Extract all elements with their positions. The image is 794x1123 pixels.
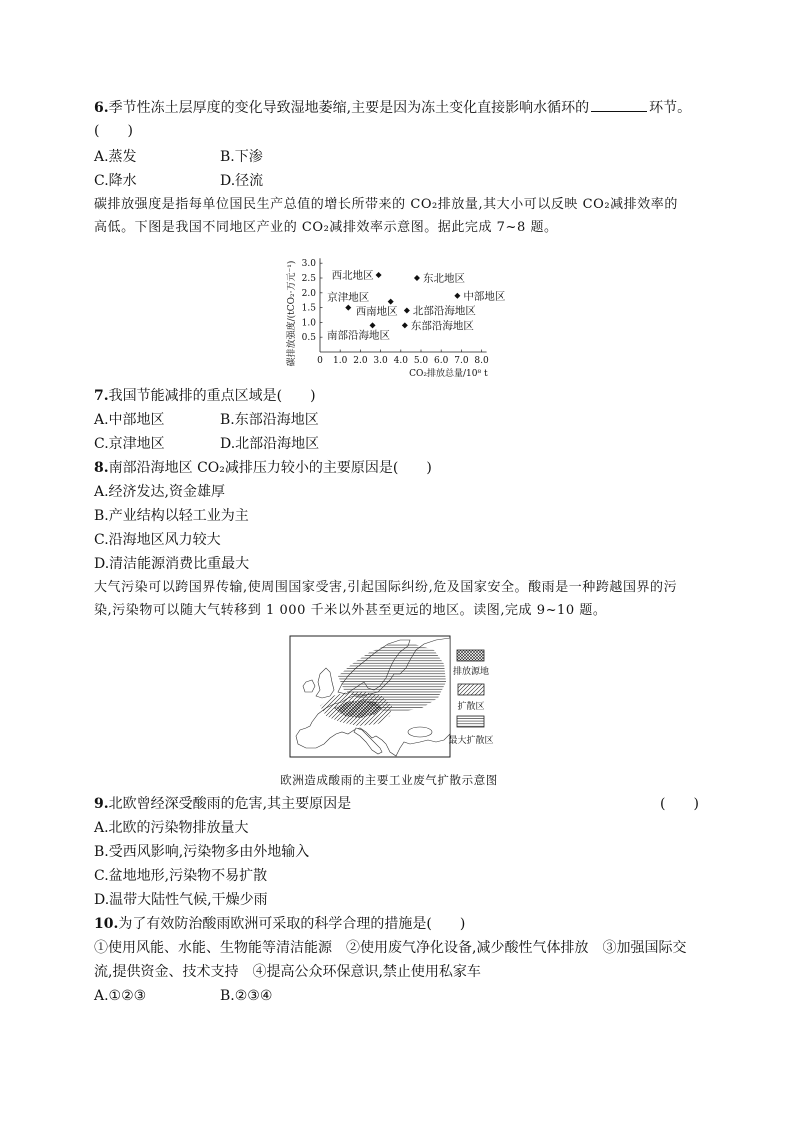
legend-label-diffusion: 扩散区 — [457, 702, 485, 712]
q8-number: 8. — [94, 460, 109, 476]
x-tick-label: 4.0 — [393, 356, 408, 366]
x-tick-label: 7.0 — [454, 356, 469, 366]
q10-statements-line-1: ①使用风能、水能、生物能等清洁能源 ②使用废气净化设备,减少酸性气体排放 ③加强国际交 — [94, 940, 687, 956]
q6-answer-paren: ( ) — [94, 123, 133, 139]
q7-option-d: D.北部沿海地区 — [220, 436, 320, 452]
q9-answer-paren: ( ) — [660, 796, 699, 812]
q7-option-c: C.京津地区 — [94, 436, 165, 452]
q6-option-c: C.降水 — [94, 173, 137, 189]
x-tick-label: 8.0 — [474, 356, 489, 366]
x-tick-label: 6.0 — [434, 356, 449, 366]
q8-stem-text: 南部沿海地区 CO₂减排压力较小的主要原因是( ) — [108, 460, 432, 476]
q9-option-b: B.受西风影响,污染物多由外地输入 — [94, 844, 310, 860]
q7-option-b: B.东部沿海地区 — [220, 412, 319, 428]
map-caption: 欧洲造成酸雨的主要工业废气扩散示意图 — [280, 773, 498, 787]
data-point — [376, 272, 382, 278]
q7-stem-text: 我国节能减排的重点区域是( ) — [108, 388, 316, 404]
q6-option-b: B.下渗 — [220, 149, 263, 165]
q10-option-b: B.②③④ — [220, 988, 273, 1004]
x-axis-label: CO₂排放总量/10⁸ t — [409, 369, 488, 379]
q8-option-a: A.经济发达,资金雄厚 — [94, 484, 226, 500]
data-point-label: 京津地区 — [327, 291, 370, 304]
y-tick-label: 3.0 — [301, 259, 316, 270]
x-tick-label: 5.0 — [413, 356, 429, 366]
data-point — [404, 308, 410, 314]
q10-number: 10. — [94, 916, 119, 932]
y-axis-label: 碳排放强度/(tCO₂·万元⁻¹) — [287, 260, 297, 367]
y-tick-label: 2.0 — [301, 288, 316, 299]
legend-swatch-diagonal — [458, 684, 484, 695]
data-point-label: 西北地区 — [331, 269, 374, 282]
q10-stem — [94, 915, 465, 933]
q8-option-c: C.沿海地区风力较大 — [94, 532, 221, 548]
q9-option-a: A.北欧的污染物排放量大 — [94, 820, 249, 836]
data-point-label: 北部沿海地区 — [412, 305, 476, 318]
passage-7-8-line-1: 碳排放强度是指每单位国民生产总值的增长所带来的 CO₂排放量,其大小可以反映 CO₂减排效率的 — [94, 197, 678, 212]
q10-statements-line-2: 流,提供资金、技术支持 ④提高公众环保意识,禁止使用私家车 — [94, 964, 481, 980]
data-point-label: 中部地区 — [463, 290, 506, 303]
q6-option-a: A.蒸发 — [94, 149, 137, 165]
x-tick-label: 3.0 — [373, 356, 388, 366]
x-tick-label: 2.0 — [353, 356, 368, 366]
passage-7-8-line-2: 高低。下图是我国不同地区产业的 CO₂减排效率示意图。据此完成 7~8 题。 — [94, 220, 558, 235]
q6-number: 6. — [94, 100, 109, 116]
legend-label-max-diffusion: 最大扩散区 — [448, 736, 494, 746]
map-legend — [448, 650, 493, 746]
europe-acid-rain-map — [288, 634, 498, 759]
legend-label-source: 排放源地 — [452, 667, 490, 677]
q6-stem — [94, 99, 691, 117]
x-tick-label: 1.0 — [333, 356, 348, 366]
data-point — [402, 322, 408, 328]
data-point-label: 南部沿海地区 — [327, 329, 391, 342]
data-point-label: 东北地区 — [422, 272, 465, 285]
y-tick-label: 2.5 — [301, 274, 316, 284]
q9-option-d: D.温带大陆性气候,干燥少雨 — [94, 892, 268, 908]
data-point — [388, 299, 394, 305]
q9-number: 9. — [94, 796, 109, 812]
y-tick-label: 0.5 — [301, 333, 316, 344]
data-point-label: 东部沿海地区 — [410, 319, 474, 332]
q7-number: 7. — [94, 388, 109, 404]
data-point — [454, 293, 460, 299]
q9-stem — [94, 795, 351, 813]
legend-swatch-crosshatch — [457, 650, 484, 661]
map-black-sea — [408, 727, 432, 737]
q7-option-a: A.中部地区 — [94, 412, 165, 428]
q6-option-d: D.径流 — [220, 173, 264, 189]
q9-stem-text: 北欧曾经深受酸雨的危害,其主要原因是 — [108, 796, 352, 812]
data-point — [345, 305, 351, 311]
q10-option-a: A.①②③ — [94, 988, 147, 1004]
legend-swatch-horizontal — [457, 716, 484, 727]
q6-stem-end: 环节。 — [649, 100, 692, 116]
data-point — [370, 322, 376, 328]
passage-9-10-line-1: 大气污染可以跨国界传输,使周围国家受害,引起国际纠纷,危及国家安全。酸雨是一种跨越国界的污 — [94, 580, 678, 595]
data-point-label: 西南地区 — [355, 305, 398, 318]
passage-9-10-line-2: 染,污染物可以随大气转移到 1 000 千米以外甚至更远的地区。读图,完成 9~10 题。 — [94, 603, 607, 618]
q8-option-d: D.清洁能源消费比重最大 — [94, 556, 250, 572]
y-tick-label: 1.5 — [301, 303, 316, 314]
q8-stem — [94, 459, 432, 477]
q8-option-b: B.产业结构以轻工业为主 — [94, 508, 249, 524]
x-tick-label: 0 — [317, 356, 323, 366]
q10-stem-text: 为了有效防治酸雨欧洲可采取的科学合理的措施是( ) — [118, 916, 466, 932]
data-point — [414, 275, 420, 281]
q9-option-c: C.盆地地形,污染物不易扩散 — [94, 868, 268, 884]
y-tick-label: 1.0 — [301, 318, 316, 329]
q7-stem — [94, 387, 316, 405]
q6-stem-text: 季节性冻土层厚度的变化导致湿地萎缩,主要是因为冻土变化直接影响水循环的 — [108, 100, 590, 116]
co2-efficiency-scatter-chart — [280, 250, 510, 382]
q6-answer-blank — [591, 99, 647, 112]
